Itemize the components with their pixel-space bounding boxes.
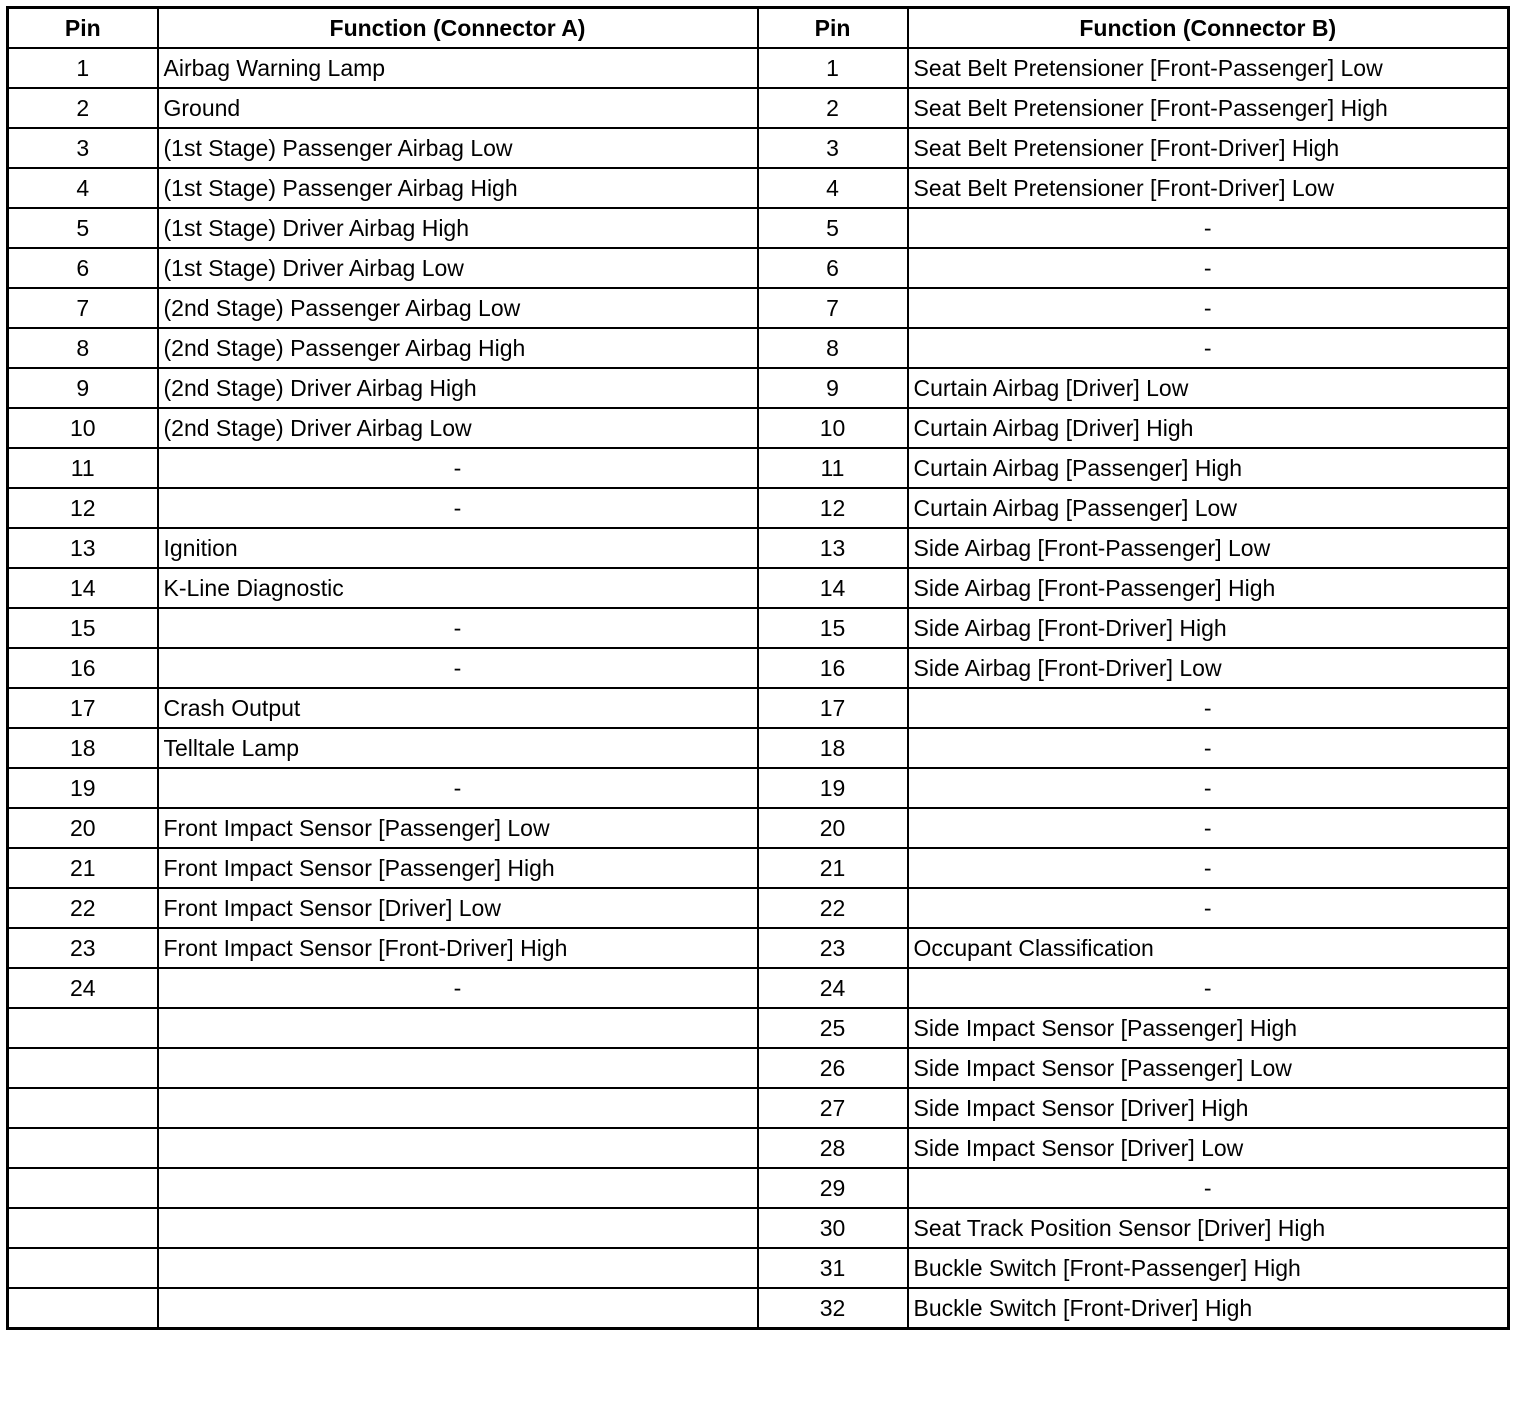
pin-b-cell: 23 (758, 928, 908, 968)
function-a-cell: (2nd Stage) Passenger Airbag High (158, 328, 758, 368)
table-row (8, 88, 1509, 128)
table-row (8, 488, 1509, 528)
pin-b-cell: 10 (758, 408, 908, 448)
function-b-cell: Seat Belt Pretensioner [Front-Driver] High (908, 128, 1509, 168)
table-row (8, 928, 1509, 968)
pin-b-cell: 30 (758, 1208, 908, 1248)
function-a-cell: - (158, 448, 758, 488)
header-row (8, 8, 1509, 49)
pin-a-cell (8, 1168, 158, 1208)
function-b-cell: Seat Track Position Sensor [Driver] High (908, 1208, 1509, 1248)
pin-b-cell: 7 (758, 288, 908, 328)
table-row (8, 768, 1509, 808)
table-row (8, 408, 1509, 448)
pin-a-cell: 15 (8, 608, 158, 648)
function-b-cell: - (908, 1168, 1509, 1208)
pin-b-cell: 20 (758, 808, 908, 848)
function-b-cell: Side Impact Sensor [Passenger] Low (908, 1048, 1509, 1088)
pin-b-cell: 11 (758, 448, 908, 488)
table-row (8, 688, 1509, 728)
function-a-cell (158, 1288, 758, 1329)
function-a-cell: (2nd Stage) Driver Airbag High (158, 368, 758, 408)
pin-a-cell: 20 (8, 808, 158, 848)
pin-b-cell: 27 (758, 1088, 908, 1128)
function-b-cell: Seat Belt Pretensioner [Front-Passenger] Low (908, 48, 1509, 88)
table-row (8, 368, 1509, 408)
table-row (8, 648, 1509, 688)
function-a-cell: Front Impact Sensor [Passenger] High (158, 848, 758, 888)
pin-a-cell (8, 1128, 158, 1168)
function-b-cell: Seat Belt Pretensioner [Front-Driver] Low (908, 168, 1509, 208)
function-a-cell: (1st Stage) Passenger Airbag High (158, 168, 758, 208)
function-a-cell: - (158, 608, 758, 648)
function-b-cell: Side Impact Sensor [Driver] High (908, 1088, 1509, 1128)
pin-b-cell: 19 (758, 768, 908, 808)
pin-a-cell: 14 (8, 568, 158, 608)
pin-a-cell: 22 (8, 888, 158, 928)
pin-a-cell: 10 (8, 408, 158, 448)
function-a-cell (158, 1008, 758, 1048)
function-a-cell: Ignition (158, 528, 758, 568)
table-row (8, 168, 1509, 208)
pin-a-cell: 5 (8, 208, 158, 248)
pin-a-cell (8, 1248, 158, 1288)
pin-a-cell (8, 1208, 158, 1248)
pin-a-cell: 9 (8, 368, 158, 408)
table-row (8, 808, 1509, 848)
function-a-cell: (2nd Stage) Driver Airbag Low (158, 408, 758, 448)
function-a-cell: Ground (158, 88, 758, 128)
table-row (8, 248, 1509, 288)
function-a-cell: - (158, 768, 758, 808)
pin-a-cell: 24 (8, 968, 158, 1008)
table-row (8, 1248, 1509, 1288)
pin-a-cell (8, 1048, 158, 1088)
pin-a-cell: 23 (8, 928, 158, 968)
header-pin-a: Pin (8, 8, 158, 49)
function-a-cell: Airbag Warning Lamp (158, 48, 758, 88)
function-a-cell: (2nd Stage) Passenger Airbag Low (158, 288, 758, 328)
function-a-cell: Front Impact Sensor [Driver] Low (158, 888, 758, 928)
pin-b-cell: 5 (758, 208, 908, 248)
pin-b-cell: 31 (758, 1248, 908, 1288)
pin-b-cell: 1 (758, 48, 908, 88)
table-row (8, 888, 1509, 928)
function-b-cell: - (908, 888, 1509, 928)
function-b-cell: Side Impact Sensor [Passenger] High (908, 1008, 1509, 1048)
header-function-a: Function (Connector A) (158, 8, 758, 49)
table-row (8, 328, 1509, 368)
function-a-cell (158, 1168, 758, 1208)
function-a-cell (158, 1048, 758, 1088)
function-b-cell: - (908, 288, 1509, 328)
pin-a-cell: 6 (8, 248, 158, 288)
function-b-cell: Side Impact Sensor [Driver] Low (908, 1128, 1509, 1168)
pin-a-cell: 11 (8, 448, 158, 488)
pin-a-cell: 17 (8, 688, 158, 728)
pin-b-cell: 14 (758, 568, 908, 608)
function-b-cell: Side Airbag [Front-Passenger] Low (908, 528, 1509, 568)
pin-b-cell: 18 (758, 728, 908, 768)
function-b-cell: Side Airbag [Front-Passenger] High (908, 568, 1509, 608)
table-row (8, 1048, 1509, 1088)
pin-b-cell: 21 (758, 848, 908, 888)
pin-b-cell: 8 (758, 328, 908, 368)
table-row (8, 968, 1509, 1008)
pin-b-cell: 13 (758, 528, 908, 568)
pin-a-cell: 7 (8, 288, 158, 328)
function-a-cell: Crash Output (158, 688, 758, 728)
pin-a-cell: 18 (8, 728, 158, 768)
pin-a-cell: 19 (8, 768, 158, 808)
pinout-table (6, 6, 1510, 1330)
pin-b-cell: 17 (758, 688, 908, 728)
pin-a-cell: 2 (8, 88, 158, 128)
function-b-cell: - (908, 808, 1509, 848)
function-b-cell: - (908, 968, 1509, 1008)
function-a-cell: - (158, 648, 758, 688)
pin-b-cell: 24 (758, 968, 908, 1008)
function-a-cell: (1st Stage) Driver Airbag High (158, 208, 758, 248)
function-b-cell: Buckle Switch [Front-Driver] High (908, 1288, 1509, 1329)
pin-b-cell: 2 (758, 88, 908, 128)
function-a-cell (158, 1208, 758, 1248)
pin-b-cell: 28 (758, 1128, 908, 1168)
function-b-cell: - (908, 768, 1509, 808)
function-b-cell: Occupant Classification (908, 928, 1509, 968)
pin-a-cell: 12 (8, 488, 158, 528)
function-a-cell: Front Impact Sensor [Front-Driver] High (158, 928, 758, 968)
function-a-cell: K-Line Diagnostic (158, 568, 758, 608)
pin-a-cell: 16 (8, 648, 158, 688)
table-row (8, 128, 1509, 168)
pin-b-cell: 32 (758, 1288, 908, 1329)
pin-b-cell: 6 (758, 248, 908, 288)
pin-b-cell: 12 (758, 488, 908, 528)
function-b-cell: Curtain Airbag [Passenger] Low (908, 488, 1509, 528)
pin-b-cell: 26 (758, 1048, 908, 1088)
pin-b-cell: 3 (758, 128, 908, 168)
pin-a-cell: 13 (8, 528, 158, 568)
table-row (8, 1088, 1509, 1128)
table-row (8, 528, 1509, 568)
pin-a-cell (8, 1088, 158, 1128)
table-row (8, 448, 1509, 488)
header-function-b: Function (Connector B) (908, 8, 1509, 49)
function-b-cell: Seat Belt Pretensioner [Front-Passenger] High (908, 88, 1509, 128)
pin-b-cell: 15 (758, 608, 908, 648)
table-row (8, 608, 1509, 648)
function-a-cell: - (158, 968, 758, 1008)
table-row (8, 288, 1509, 328)
function-b-cell: Curtain Airbag [Driver] High (908, 408, 1509, 448)
pin-a-cell: 1 (8, 48, 158, 88)
function-b-cell: - (908, 688, 1509, 728)
function-a-cell (158, 1088, 758, 1128)
pin-b-cell: 25 (758, 1008, 908, 1048)
header-pin-b: Pin (758, 8, 908, 49)
pin-a-cell: 4 (8, 168, 158, 208)
pin-b-cell: 4 (758, 168, 908, 208)
pin-b-cell: 22 (758, 888, 908, 928)
table-row (8, 1288, 1509, 1329)
pin-b-cell: 29 (758, 1168, 908, 1208)
function-a-cell (158, 1128, 758, 1168)
pin-a-cell: 3 (8, 128, 158, 168)
function-b-cell: - (908, 728, 1509, 768)
function-b-cell: - (908, 848, 1509, 888)
table-body (8, 48, 1509, 1329)
pin-b-cell: 16 (758, 648, 908, 688)
table-row (8, 1168, 1509, 1208)
table-row (8, 1008, 1509, 1048)
function-a-cell: Front Impact Sensor [Passenger] Low (158, 808, 758, 848)
table-row (8, 568, 1509, 608)
function-b-cell: Buckle Switch [Front-Passenger] High (908, 1248, 1509, 1288)
function-b-cell: Side Airbag [Front-Driver] Low (908, 648, 1509, 688)
function-a-cell: Telltale Lamp (158, 728, 758, 768)
function-b-cell: Curtain Airbag [Passenger] High (908, 448, 1509, 488)
function-b-cell: - (908, 208, 1509, 248)
function-a-cell: (1st Stage) Passenger Airbag Low (158, 128, 758, 168)
function-b-cell: - (908, 248, 1509, 288)
table-row (8, 728, 1509, 768)
pin-a-cell: 8 (8, 328, 158, 368)
pin-a-cell (8, 1288, 158, 1329)
function-b-cell: Curtain Airbag [Driver] Low (908, 368, 1509, 408)
table-row (8, 208, 1509, 248)
pin-b-cell: 9 (758, 368, 908, 408)
table-row (8, 1208, 1509, 1248)
table-row (8, 1128, 1509, 1168)
table-row (8, 848, 1509, 888)
function-a-cell: (1st Stage) Driver Airbag Low (158, 248, 758, 288)
pin-a-cell (8, 1008, 158, 1048)
function-b-cell: - (908, 328, 1509, 368)
table-row (8, 48, 1509, 88)
pin-a-cell: 21 (8, 848, 158, 888)
function-a-cell (158, 1248, 758, 1288)
function-b-cell: Side Airbag [Front-Driver] High (908, 608, 1509, 648)
function-a-cell: - (158, 488, 758, 528)
